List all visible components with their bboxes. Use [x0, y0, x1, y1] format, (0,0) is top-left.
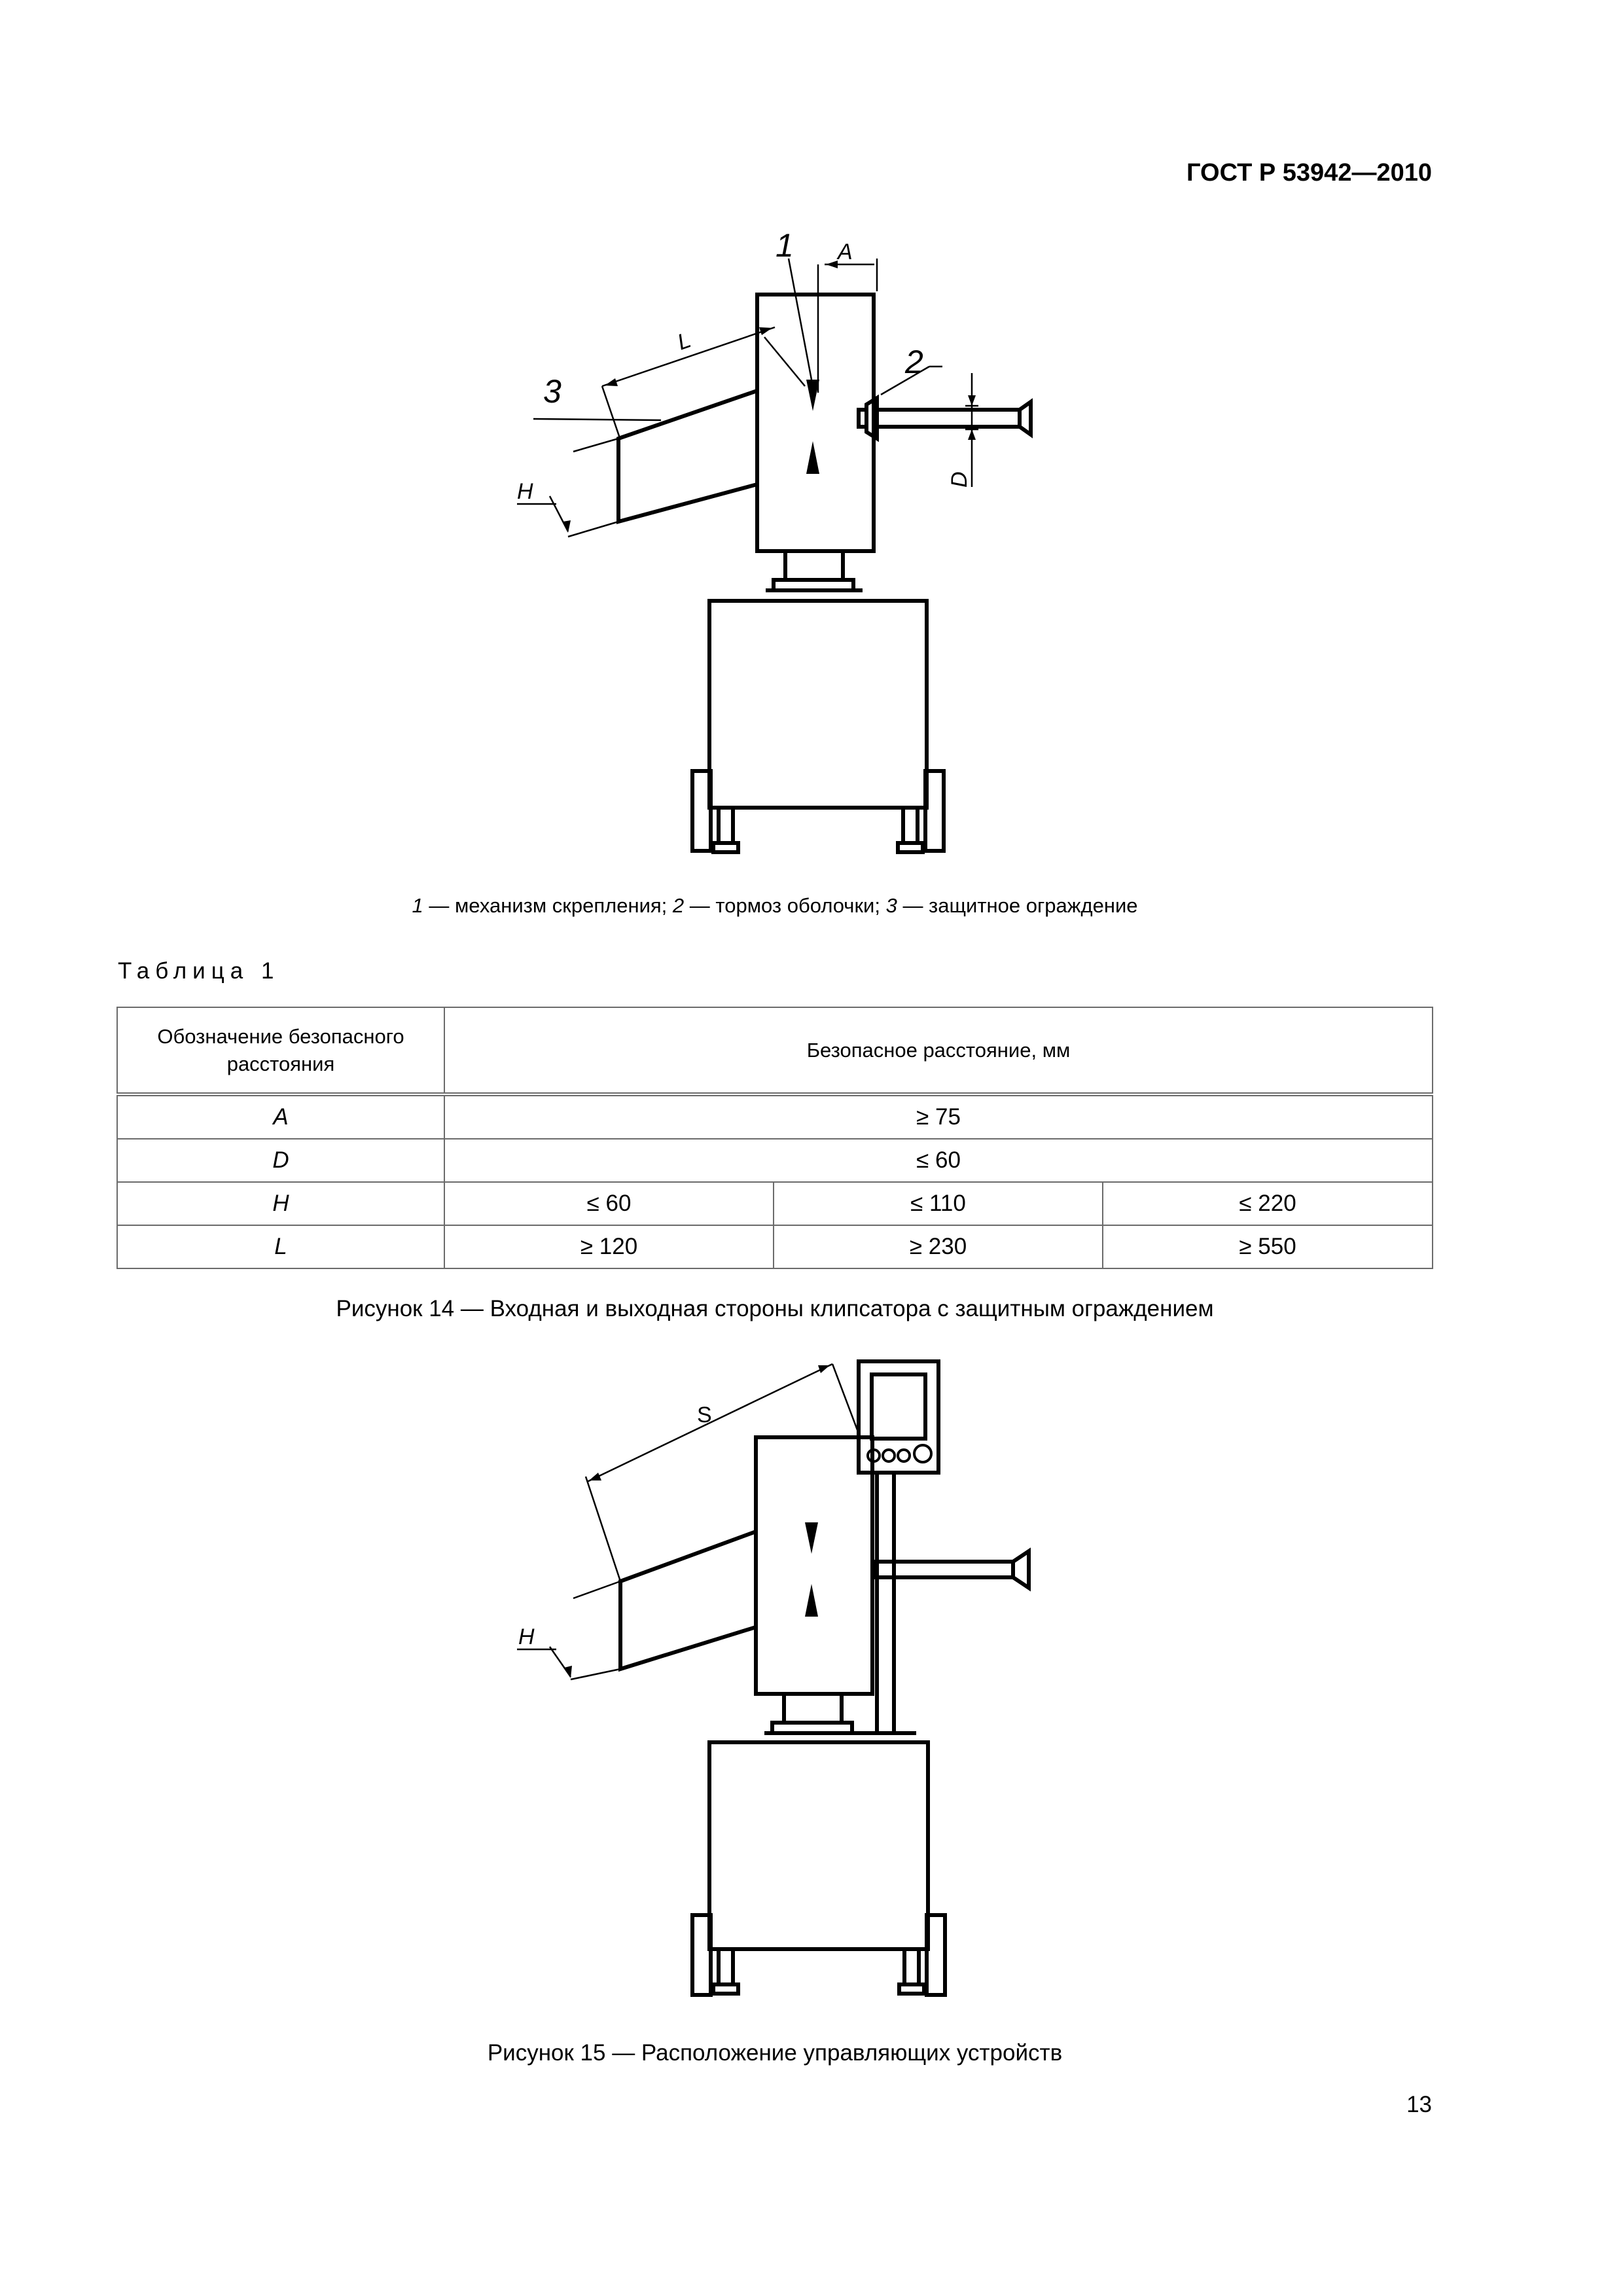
row-value: ≤ 220 [1103, 1182, 1433, 1225]
figure-15-caption: Рисунок 15 — Расположение управляющих устройств [487, 2040, 1063, 2066]
control-button [898, 1450, 910, 1462]
dimension-label-s: S [697, 1403, 712, 1427]
dimension-label-h: H [518, 1624, 535, 1649]
row-symbol: A [117, 1094, 444, 1139]
row-value: ≥ 75 [444, 1094, 1433, 1139]
protective-guard [620, 1532, 756, 1669]
callout-1: 1 [776, 227, 794, 264]
clipper-head [756, 1437, 872, 1694]
callout-2: 2 [905, 344, 923, 380]
dimension-label-l: L [674, 327, 694, 355]
dimension-label-d: D [947, 471, 972, 488]
dimension-lines-15 [517, 1364, 859, 1679]
table-1-label: Таблица 1 [118, 958, 280, 984]
callout-3: 3 [543, 373, 562, 410]
machine-base [709, 1742, 928, 1949]
control-buttons [868, 1445, 931, 1462]
page-number: 13 [1406, 2092, 1432, 2117]
row-value: ≥ 120 [444, 1225, 774, 1268]
legend-num-3: 3 [885, 894, 897, 917]
row-symbol: L [117, 1225, 444, 1268]
control-button [883, 1450, 895, 1462]
row-value: ≤ 60 [444, 1139, 1433, 1182]
row-value: ≥ 230 [774, 1225, 1103, 1268]
dimension-label-h: H [517, 479, 533, 504]
control-button [914, 1445, 931, 1462]
clip-arrows-15 [805, 1522, 818, 1617]
row-value: ≤ 60 [444, 1182, 774, 1225]
clipper-machine-15 [620, 1361, 1029, 1995]
header-safe-distance: Безопасное расстояние, мм [444, 1007, 1433, 1094]
standard-header: ГОСТ Р 53942—2010 [1186, 159, 1432, 187]
dimension-label-a: A [838, 240, 853, 264]
row-symbol: H [117, 1182, 444, 1225]
row-value: ≥ 550 [1103, 1225, 1433, 1268]
header-designation: Обозначение безопасного расстояния [117, 1007, 444, 1094]
row-value: ≤ 110 [774, 1182, 1103, 1225]
control-panel-screen [872, 1374, 925, 1439]
legend-num-1: 1 [412, 894, 423, 917]
legend-text-1: — механизм скрепления; [423, 894, 673, 917]
legend-num-2: 2 [672, 894, 685, 917]
figure-14-caption: Рисунок 14 — Входная и выходная стороны клипсатора с защитным ограждением [336, 1296, 1214, 1321]
row-symbol: D [117, 1139, 444, 1182]
legend-text-3: — защитное ограждение [897, 894, 1138, 917]
legend-text-2: — тормоз оболочки; [684, 894, 886, 917]
